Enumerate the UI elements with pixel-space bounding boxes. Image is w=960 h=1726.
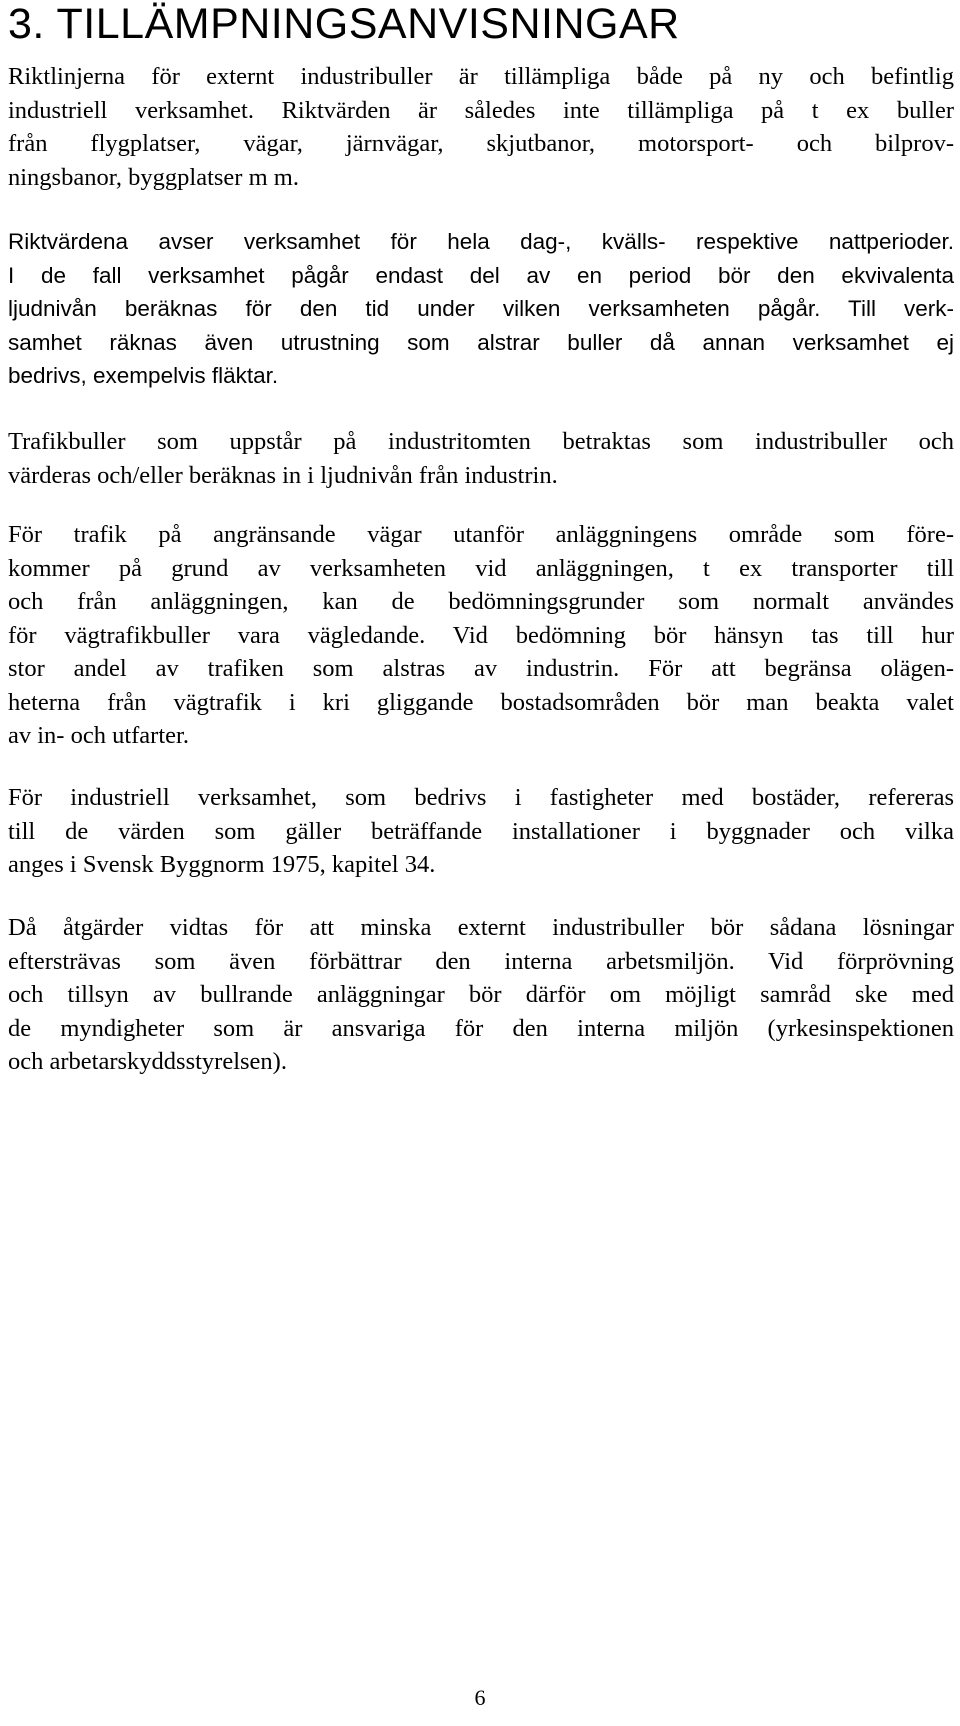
text-line: för vägtrafikbuller vara vägledande. Vid bedömning bör hänsyn tas till hur bbox=[8, 621, 954, 649]
text-line: Trafikbuller som uppstår på industritomten betraktas som industribuller och bbox=[8, 428, 954, 455]
text-line: och från anläggningen, kan de bedömningsgrunder som normalt användes bbox=[8, 588, 954, 615]
paragraph-scope bbox=[8, 60, 954, 194]
text-line: kommer på grund av verksamheten vid anläggningen, t ex transporter till bbox=[8, 554, 954, 582]
paragraph-residential-buildings bbox=[8, 781, 954, 882]
text-line: bedrivs, exempelvis fläktar. bbox=[8, 363, 279, 388]
text-line: stor andel av trafiken som alstras av industrin. För att begränsa olägen- bbox=[8, 655, 954, 682]
document-page bbox=[8, 0, 954, 1075]
paragraph-adjacent-roads bbox=[8, 518, 954, 753]
section-heading: 3. TILLÄMPNINGSANVISNINGAR bbox=[8, 0, 680, 48]
text-line: till de värden som gäller beträffande installationer i byggnader och vilka bbox=[8, 817, 954, 845]
text-line: I de fall verksamhet pågår endast del av en period bör den ekvivalenta bbox=[8, 262, 954, 288]
text-line: industriell verksamhet. Riktvärden är således inte tillämpliga på t ex buller bbox=[8, 96, 954, 124]
text-line: Då åtgärder vidtas för att minska externt industribuller bör sådana lösningar bbox=[8, 914, 954, 941]
text-line: Riktvärdena avser verksamhet för hela dag-, kvälls- respektive nattperioder. bbox=[8, 229, 954, 254]
text-line: de myndigheter som är ansvariga för den interna miljön (yrkesinspektionen bbox=[8, 1014, 954, 1042]
text-line: ningsbanor, byggplatser m m. bbox=[8, 163, 299, 191]
paragraph-measures bbox=[8, 911, 954, 1079]
text-line: heterna från vägtrafik i kri gliggande bostadsområden bör man beakta valet bbox=[8, 688, 954, 716]
text-line: eftersträvas som även förbättrar den interna arbetsmiljön. Vid förprövning bbox=[8, 947, 954, 975]
page-number: 6 bbox=[474, 1685, 486, 1710]
text-line: värderas och/eller beräknas in i ljudnivån från industrin. bbox=[8, 461, 558, 489]
text-line: ljudnivån beräknas för den tid under vilken verksamheten pågår. Till verk- bbox=[8, 296, 954, 321]
text-line: av in- och utfarter. bbox=[8, 722, 189, 749]
text-line: och tillsyn av bullrande anläggningar bör därför om möjligt samråd ske med bbox=[8, 981, 954, 1008]
text-line: För industriell verksamhet, som bedrivs i fastigheter med bostäder, refereras bbox=[8, 784, 954, 811]
paragraph-periods bbox=[8, 225, 954, 393]
text-line: och arbetarskyddsstyrelsen). bbox=[8, 1048, 287, 1075]
text-line: samhet räknas även utrustning som alstrar buller då annan verksamhet ej bbox=[8, 329, 954, 355]
paragraph-site-traffic bbox=[8, 425, 954, 492]
text-line: För trafik på angränsande vägar utanför anläggningens område som före- bbox=[8, 521, 954, 548]
text-line: Riktlinjerna för externt industribuller är tillämpliga både på ny och befintlig bbox=[8, 63, 954, 90]
text-line: från flygplatser, vägar, järnvägar, skjutbanor, motorsport- och bilprov- bbox=[8, 130, 954, 157]
text-line: anges i Svensk Byggnorm 1975, kapitel 34. bbox=[8, 851, 436, 878]
